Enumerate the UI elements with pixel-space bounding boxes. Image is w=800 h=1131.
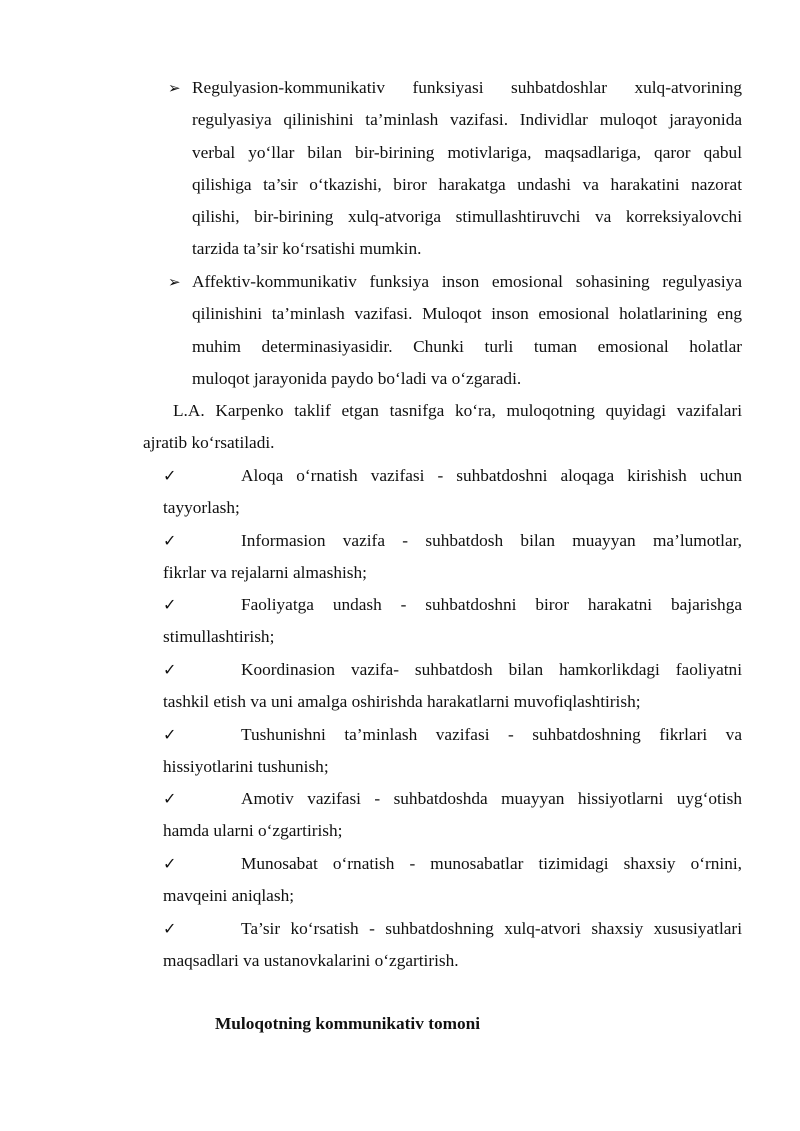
intro-line: L.A. Karpenko taklif etgan tasnifga ko‘ra, muloqotning quyidagi vazifalari	[173, 401, 742, 420]
function-item	[163, 719, 742, 784]
function-item	[163, 525, 742, 590]
function-item	[163, 783, 742, 848]
function-item	[163, 460, 742, 525]
function-text-cont: mavqeini aniqlash;	[163, 886, 295, 906]
checkmark-icon: ✓	[163, 660, 177, 679]
function-text: Koordinasion vazifa- suhbatdosh bilan hamkorlikdagi faoliyatni	[241, 660, 742, 679]
function-text: Tushunishni ta’minlash vazifasi - suhbatdoshning fikrlari va	[241, 725, 742, 744]
function-item	[163, 913, 742, 978]
function-text: Faoliyatga undash - suhbatdoshni biror harakatni bajarishga	[241, 595, 742, 614]
text-line: regulyasiya qilinishini ta’minlash vazifasi. Individlar muloqot jarayonida	[192, 110, 742, 130]
text-line: muloqot jarayonida paydo bo‘ladi va o‘zgaradi.	[192, 368, 522, 388]
function-text-cont: hissiyotlarini tushunish;	[163, 757, 329, 777]
section-heading: Muloqotning kommunikativ tomoni	[215, 1014, 481, 1033]
intro-paragraph	[143, 395, 742, 460]
text-line: Regulyasion-kommunikativ funksiyasi suhbatdoshlar xulq-atvorining	[192, 78, 742, 97]
function-text: Amotiv vazifasi - suhbatdoshda muayyan hissiyotlarni uyg‘otish	[241, 789, 742, 808]
function-text-cont: fikrlar va rejalarni almashish;	[163, 563, 367, 583]
function-text-cont: stimullashtirish;	[163, 627, 275, 647]
function-item	[163, 589, 742, 654]
text-line: Affektiv-kommunikativ funksiya inson emosional sohasining regulyasiya	[192, 272, 742, 291]
checkmark-icon: ✓	[163, 595, 177, 614]
function-text: Aloqa o‘rnatish vazifasi - suhbatdoshni aloqaga kirishish uchun	[241, 466, 742, 485]
function-item	[163, 848, 742, 913]
text-line: muhim determinasiyasidir. Chunki turli tuman emosional holatlar	[192, 336, 742, 356]
function-text: Munosabat o‘rnatish - munosabatlar tizimidagi shaxsiy o‘rnini,	[241, 854, 742, 873]
bullet-regulyasion	[168, 72, 742, 266]
checkmark-icon: ✓	[163, 854, 177, 873]
function-text: Ta’sir ko‘rsatish - suhbatdoshning xulq-atvori shaxsiy xususiyatlari	[241, 919, 742, 938]
checkmark-icon: ✓	[163, 725, 177, 744]
intro-line: ajratib ko‘rsatiladi.	[143, 433, 275, 453]
text-line: tarzida ta’sir ko‘rsatishi mumkin.	[192, 239, 422, 259]
function-text-cont: maqsadlari va ustanovkalarini o‘zgartirish.	[163, 951, 459, 971]
function-text-cont: tayyorlash;	[163, 498, 240, 518]
checkmark-icon: ✓	[163, 531, 177, 550]
text-line: verbal yo‘llar bilan bir-birining motivlariga, maqsadlariga, qaror qabul	[192, 142, 742, 162]
checkmark-icon: ✓	[163, 789, 177, 808]
function-item	[163, 654, 742, 719]
arrow-bullet-icon: ➢	[168, 79, 181, 97]
bullet-affektiv	[168, 266, 742, 395]
text-line: qilishiga ta’sir o‘tkazishi, biror harakatga undashi va harakatini nazorat	[192, 174, 742, 194]
function-text: Informasion vazifa - suhbatdosh bilan muayyan ma’lumotlar,	[241, 531, 742, 550]
checkmark-icon: ✓	[163, 466, 177, 485]
function-text-cont: hamda ularni o‘zgartirish;	[163, 821, 343, 841]
arrow-bullet-icon: ➢	[168, 273, 181, 291]
checkmark-icon: ✓	[163, 919, 177, 938]
text-line: qilinishini ta’minlash vazifasi. Muloqot inson emosional holatlarining eng	[192, 304, 742, 324]
function-text-cont: tashkil etish va uni amalga oshirishda harakatlarni muvofiqlashtirish;	[163, 692, 641, 712]
text-line: qilishi, bir-birining xulq-atvoriga stimullashtiruvchi va korreksiyalovchi	[192, 207, 742, 227]
